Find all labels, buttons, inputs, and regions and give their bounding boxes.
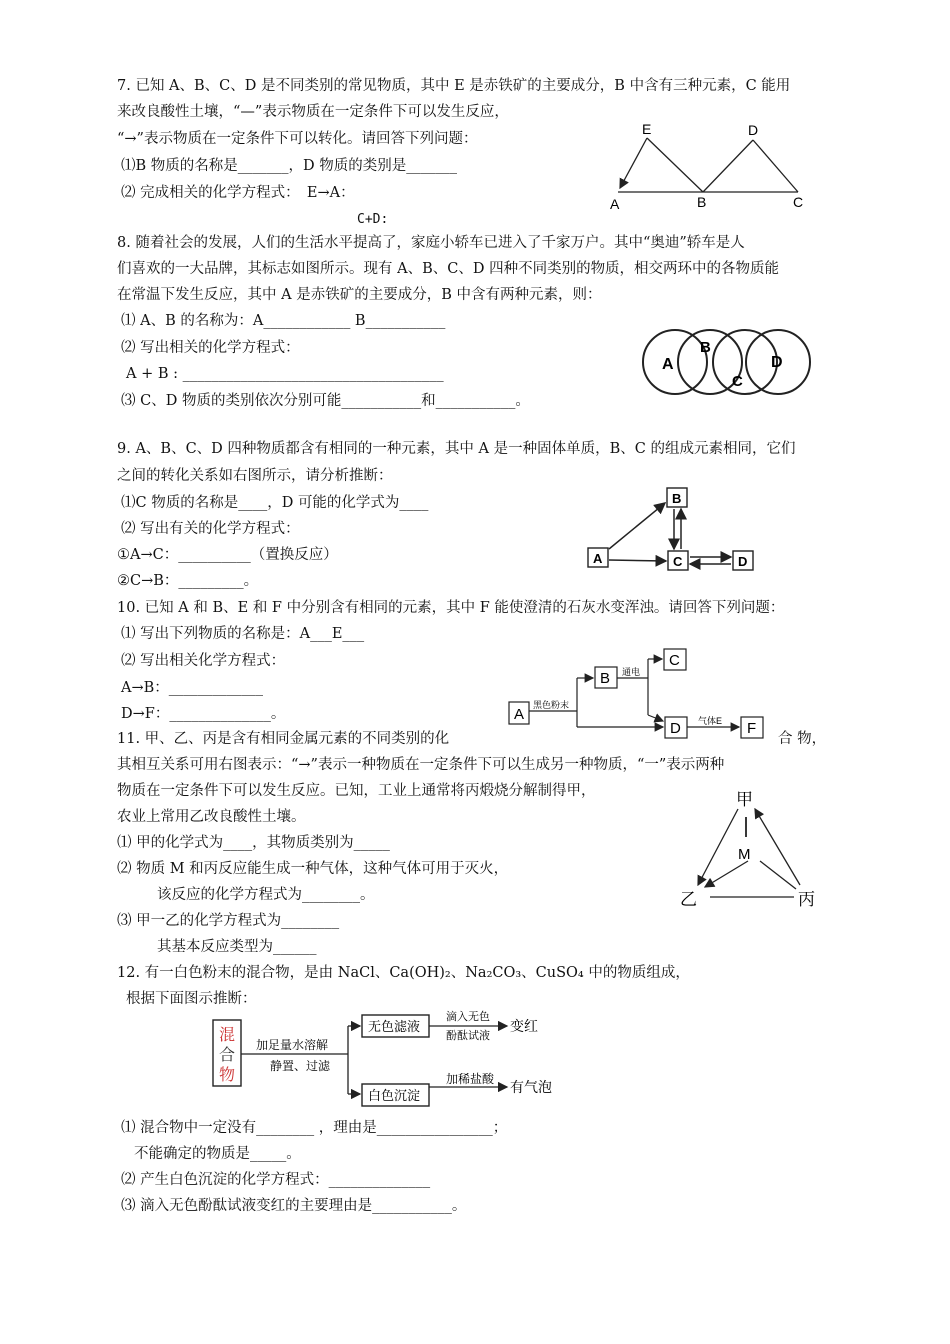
q10-diagram bbox=[505, 645, 770, 740]
q11-node-yi: 乙 bbox=[680, 890, 697, 909]
q7-node-a: A bbox=[610, 196, 620, 212]
q9-diagram bbox=[585, 485, 760, 575]
q11-line-2: 其相互关系可用右图表示：“→”表示一种物质在一定条件下可以生成另一种物质，“一”表示两种 bbox=[117, 757, 725, 773]
q8-line-3: 在常温下发生反应，其中 A 是赤铁矿的主要成分，B 中含有两种元素，则： bbox=[117, 287, 602, 303]
q9-line-2: 之间的转化关系如右图所示，请分析推断： bbox=[117, 468, 393, 484]
q12-mix-char-1: 混 bbox=[219, 1027, 236, 1044]
q7-node-e: E bbox=[642, 121, 652, 137]
q9-eq-cb: ②C→B：_________。 bbox=[117, 573, 259, 589]
q9-question-1: ⑴C 物质的名称是____，D 可能的化学式为____ bbox=[121, 495, 429, 511]
q12-flowchart bbox=[210, 1008, 570, 1108]
q12-question-1b: 不能确定的物质是_____。 bbox=[134, 1146, 301, 1162]
q11-node-jia: 甲 bbox=[736, 790, 753, 809]
q10-node-c: C bbox=[669, 652, 680, 669]
q11-node-m: M bbox=[738, 846, 751, 863]
q12-reagent-phenol-2: 酚酞试液 bbox=[446, 1030, 490, 1042]
q11-node-bing: 丙 bbox=[798, 890, 815, 909]
q11-line-1-end: 合 物， bbox=[778, 731, 827, 747]
q10-question-1: ⑴ 写出下列物质的名称是：A___E___ bbox=[121, 626, 365, 642]
q12-step-dissolve: 加足量水溶解 bbox=[256, 1038, 329, 1052]
q12-filtrate: 无色滤液 bbox=[368, 1019, 421, 1034]
q7-line-3: “→”表示物质在一定条件下可以转化。请回答下列问题： bbox=[117, 131, 478, 147]
q11-question-2-eq: 该反应的化学方程式为________。 bbox=[157, 887, 375, 903]
q7-node-d: D bbox=[748, 122, 759, 138]
q8-question-3: ⑶ C、D 物质的类别依次分别可能___________和___________。 bbox=[121, 393, 530, 409]
q12-question-1: ⑴ 混合物中一定没有________ ，理由是________________； bbox=[121, 1120, 508, 1136]
q8-question-1: ⑴ A、B 的名称为：A____________ B___________ bbox=[121, 313, 446, 329]
q10-label-electro: 通电 bbox=[622, 667, 641, 677]
q12-reagent-phenol-1: 滴入无色 bbox=[446, 1011, 490, 1023]
q11-diagram bbox=[680, 785, 825, 915]
q9-line-1: 9. A、B、C、D 四种物质都含有相同的一种元素，其中 A 是一种固体单质，B、C 的组成元素相同，它们 bbox=[117, 441, 796, 457]
q9-eq-ac: ①A→C：__________（置换反应） bbox=[117, 547, 338, 563]
q10-node-b: B bbox=[600, 670, 611, 687]
q10-eq-ab: A→B：_____________ bbox=[121, 680, 264, 696]
q8-ring-d: D bbox=[771, 354, 783, 371]
q10-node-d: D bbox=[670, 720, 681, 737]
q9-node-d: D bbox=[738, 554, 748, 569]
q11-question-2: ⑵ 物质 M 和丙反应能生成一种气体，这种气体可用于灭火， bbox=[117, 861, 509, 877]
q9-node-a: A bbox=[593, 551, 603, 566]
q12-result-bubbles: 有气泡 bbox=[510, 1079, 552, 1095]
q7-diagram bbox=[600, 118, 820, 213]
q7-question-2: ⑵ 完成相关的化学方程式： E→A： bbox=[121, 185, 355, 201]
q7-eq-cd: C+D: bbox=[357, 212, 389, 227]
q12-question-2: ⑵ 产生白色沉淀的化学方程式：______________ bbox=[121, 1172, 431, 1188]
q7-node-b: B bbox=[697, 194, 707, 210]
q11-question-3-type: 其基本反应类型为______ bbox=[157, 939, 317, 955]
q11-question-1: ⑴ 甲的化学式为____，其物质类别为_____ bbox=[117, 835, 390, 851]
q12-mix-char-2: 合 bbox=[219, 1047, 236, 1064]
q10-label-gas-e: 气体E bbox=[698, 716, 723, 726]
q10-node-f: F bbox=[747, 720, 757, 737]
q10-question-2: ⑵ 写出相关化学方程式： bbox=[121, 653, 286, 669]
q12-question-3: ⑶ 滴入无色酚酞试液变红的主要理由是___________。 bbox=[121, 1198, 467, 1214]
q10-eq-df: D→F：______________。 bbox=[121, 706, 286, 722]
q12-step-filter: 静置、过滤 bbox=[270, 1059, 331, 1073]
q11-line-1: 11. 甲、乙、丙是含有相同金属元素的不同类别的化 bbox=[117, 731, 450, 747]
q8-rings-diagram bbox=[640, 322, 810, 402]
q12-result-red: 变红 bbox=[510, 1018, 538, 1034]
q8-ring-b: B bbox=[700, 339, 711, 356]
q8-ring-c: C bbox=[732, 373, 743, 390]
q9-node-b: B bbox=[672, 491, 682, 506]
q8-ring-a: A bbox=[662, 356, 674, 373]
q8-question-2: ⑵ 写出相关的化学方程式： bbox=[121, 340, 300, 356]
q7-line-2: 来改良酸性土壤，“—”表示物质在一定条件下可以发生反应， bbox=[117, 104, 509, 120]
q11-question-3: ⑶ 甲一乙的化学方程式为________ bbox=[117, 913, 340, 929]
q7-line-1: 7. 已知 A、B、C、D 是不同类别的常见物质，其中 E 是赤铁矿的主要成分，B 中含有三种元素，C 能用 bbox=[117, 78, 791, 94]
q12-mix-char-3: 物 bbox=[219, 1067, 236, 1084]
q9-node-c: C bbox=[673, 554, 683, 569]
q12-precipitate: 白色沉淀 bbox=[368, 1088, 421, 1103]
q12-line-1: 12. 有一白色粉末的混合物，是由 NaCl、Ca(OH)₂、Na₂CO₃、CuSO₄ 中的物质组成， bbox=[117, 965, 690, 981]
q10-label-powder: 黑色粉末 bbox=[533, 700, 570, 710]
q8-line-2: 们喜欢的一大品牌，其标志如图所示。现有 A、B、C、D 四种不同类别的物质，相交两环中的各物质能 bbox=[117, 261, 780, 277]
q12-line-2: 根据下面图示推断： bbox=[126, 991, 257, 1007]
q8-line-1: 8. 随着社会的发展，人们的生活水平提高了，家庭小轿车已进入了千家万户。其中“奥迪”轿车是人 bbox=[117, 235, 745, 251]
q11-line-4: 农业上常用乙改良酸性土壤。 bbox=[117, 809, 306, 825]
q7-node-c: C bbox=[793, 194, 804, 210]
q9-question-2: ⑵ 写出有关的化学方程式： bbox=[121, 521, 300, 537]
q12-reagent-hcl: 加稀盐酸 bbox=[446, 1072, 495, 1086]
q8-eq-ab: A + B : ____________________________________ bbox=[126, 366, 444, 382]
q7-question-1: ⑴B 物质的名称是_______，D 物质的类别是_______ bbox=[121, 158, 457, 174]
q10-node-a: A bbox=[514, 706, 525, 723]
q11-line-3: 物质在一定条件下可以发生反应。已知，工业上通常将丙煅烧分解制得甲， bbox=[117, 783, 596, 799]
q10-line-1: 10. 已知 A 和 B、E 和 F 中分别含有相同的元素，其中 F 能使澄清的石灰水变浑浊。请回答下列问题： bbox=[117, 600, 785, 616]
